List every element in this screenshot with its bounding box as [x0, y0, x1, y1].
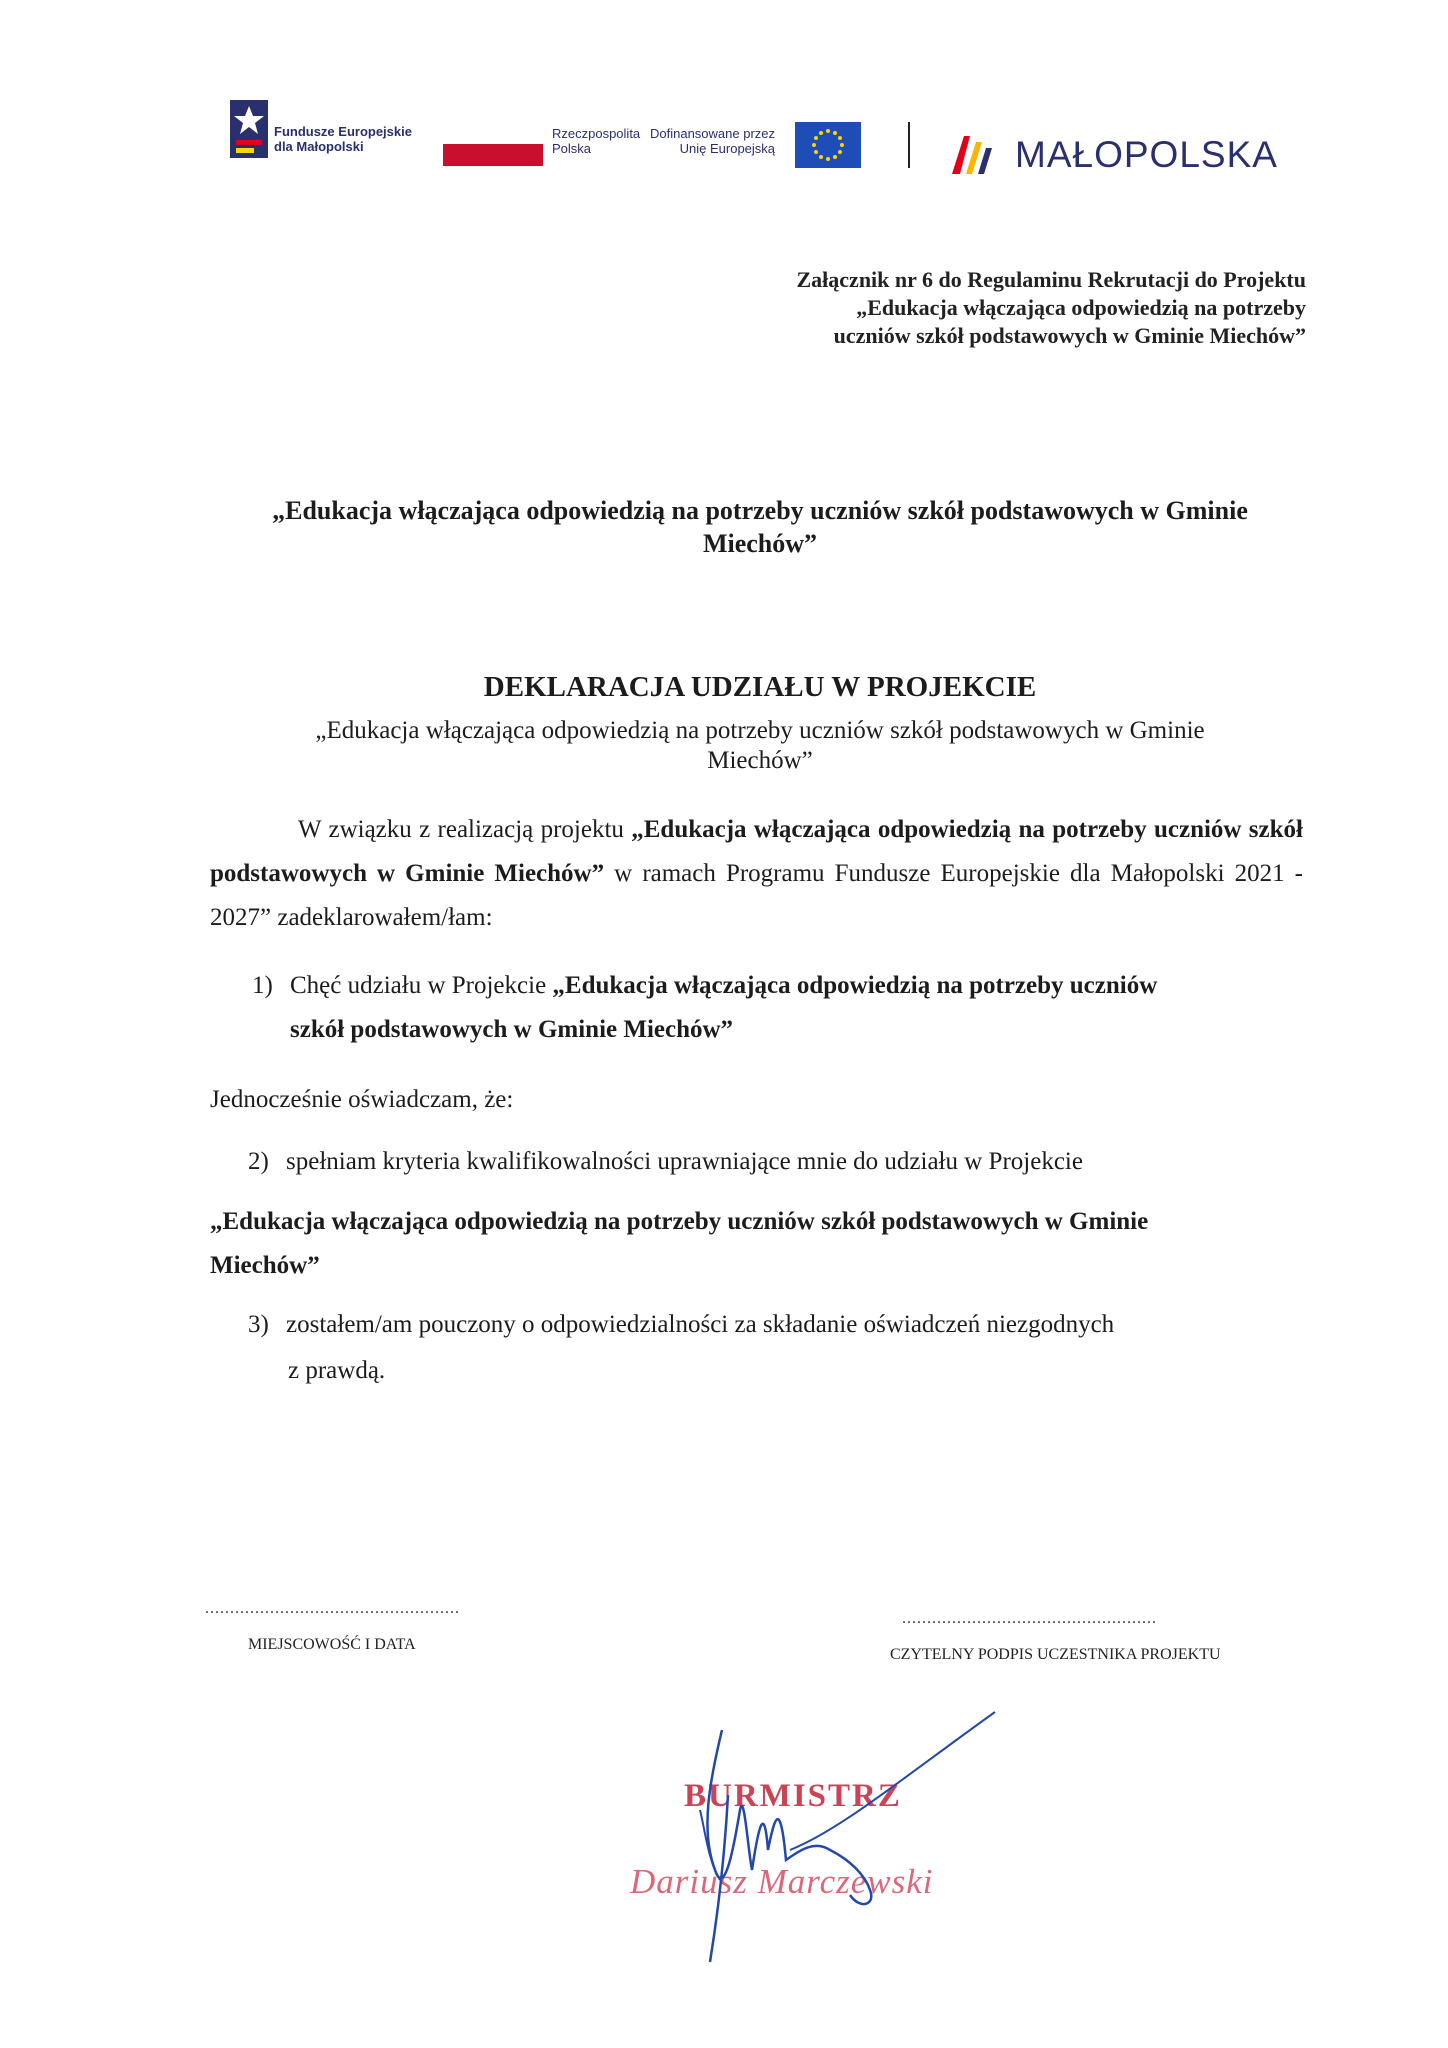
- item-2-bold-a: „Edukacja włączająca odpowiedzią na potrzeby uczniów szkół podstawowych w Gminie: [210, 1208, 1149, 1235]
- fundusze-europejskie-logo-icon: [230, 100, 268, 158]
- eu-line1: Dofinansowane przez: [650, 126, 776, 141]
- place-date-label: MIEJSCOWOŚĆ I DATA: [248, 1636, 416, 1653]
- item-2-number: 2): [248, 1148, 269, 1175]
- declaration-subtitle: [210, 716, 1310, 776]
- participant-signature-label: CZYTELNY PODPIS UCZESTNIKA PROJEKTU: [890, 1646, 1221, 1663]
- item-3-text-b: z prawdą.: [288, 1357, 386, 1384]
- participant-signature-line: ...................................................: [902, 1610, 1157, 1627]
- logo-bar: [230, 100, 1310, 190]
- logo-divider: [908, 122, 910, 168]
- intro-paragraph: [210, 808, 1303, 940]
- eu-flag-icon: [795, 122, 861, 168]
- fundusze-europejskie-text: [274, 124, 412, 154]
- item-1-bold-b: szkół podstawowych w Gminie Miechów”: [290, 1016, 734, 1043]
- item-1-text: Chęć udziału w Projekcie: [290, 972, 553, 999]
- place-date-line: ...................................................: [205, 1600, 460, 1617]
- declaration-sub-line2: Miechów”: [707, 747, 813, 774]
- item-1-bold-a: „Edukacja włączająca odpowiedzią na potrzeby uczniów: [552, 972, 1158, 999]
- eu-line2: Unię Europejską: [679, 141, 776, 156]
- intro-text1: W związku z realizacją projektu: [298, 816, 632, 843]
- statement-intro: Jednocześnie oświadczam, że:: [210, 1086, 514, 1113]
- malopolska-m-logo-icon: [952, 134, 1002, 174]
- stamp-name: Dariusz Marczewski: [630, 1862, 934, 1901]
- item-2-text: spełniam kryteria kwalifikowalności uprawniające mnie do udziału w Projekcie: [286, 1148, 1083, 1175]
- annex-line2: „Edukacja włączająca odpowiedzią na potrzeby: [856, 295, 1306, 320]
- rzeczpospolita-text: [552, 126, 640, 156]
- item-2: [248, 1140, 1308, 1184]
- handwritten-signature-icon: [640, 1700, 1020, 1970]
- annex-header: [546, 266, 1306, 350]
- rp-line1: Rzeczpospolita: [552, 126, 641, 141]
- intro-bold: „Edukacja włączająca odpowiedzią na potrzeby uczniów szkół podstawowych w Gminie Miechów”: [210, 816, 1303, 887]
- item-1-number: 1): [252, 972, 273, 999]
- project-title: [210, 494, 1310, 560]
- item-2-project-title: [210, 1200, 1305, 1288]
- item-3-number: 3): [248, 1311, 269, 1338]
- declaration-sub-line1: „Edukacja włączająca odpowiedzią na potrzeby uczniów szkół podstawowych w Gminie: [315, 717, 1205, 744]
- project-title-line1: „Edukacja włączająca odpowiedzią na potrzeby uczniów szkół podstawowych w Gminie: [272, 496, 1248, 525]
- malopolska-text: MAŁOPOLSKA: [1015, 134, 1278, 175]
- item-3: [248, 1302, 1300, 1394]
- declaration-title: DEKLARACJA UDZIAŁU W PROJEKCIE: [483, 671, 1037, 703]
- fe-line1: Fundusze Europejskie: [274, 124, 412, 139]
- item-1: [252, 964, 1302, 1052]
- project-title-line2: Miechów”: [702, 529, 818, 558]
- intro-text2: w ramach Programu Fundusze Europejskie dla Małopolski 2021 - 2027” zadeklarowałem/łam:: [210, 860, 1303, 931]
- stamp-title: BURMISTRZ: [684, 1778, 902, 1814]
- item-3-text-a: zostałem/am pouczony o odpowiedzialności za składanie oświadczeń niezgodnych: [286, 1311, 1115, 1338]
- fe-line2: dla Małopolski: [274, 139, 364, 154]
- polish-flag-icon: [443, 144, 543, 166]
- rp-line2: Polska: [552, 141, 592, 156]
- annex-line3: uczniów szkół podstawowych w Gminie Miechów”: [833, 323, 1306, 348]
- annex-line1: Załącznik nr 6 do Regulaminu Rekrutacji do Projektu: [796, 267, 1306, 292]
- eu-funding-text: [650, 126, 775, 156]
- item-2-bold-b: Miechów”: [210, 1252, 320, 1279]
